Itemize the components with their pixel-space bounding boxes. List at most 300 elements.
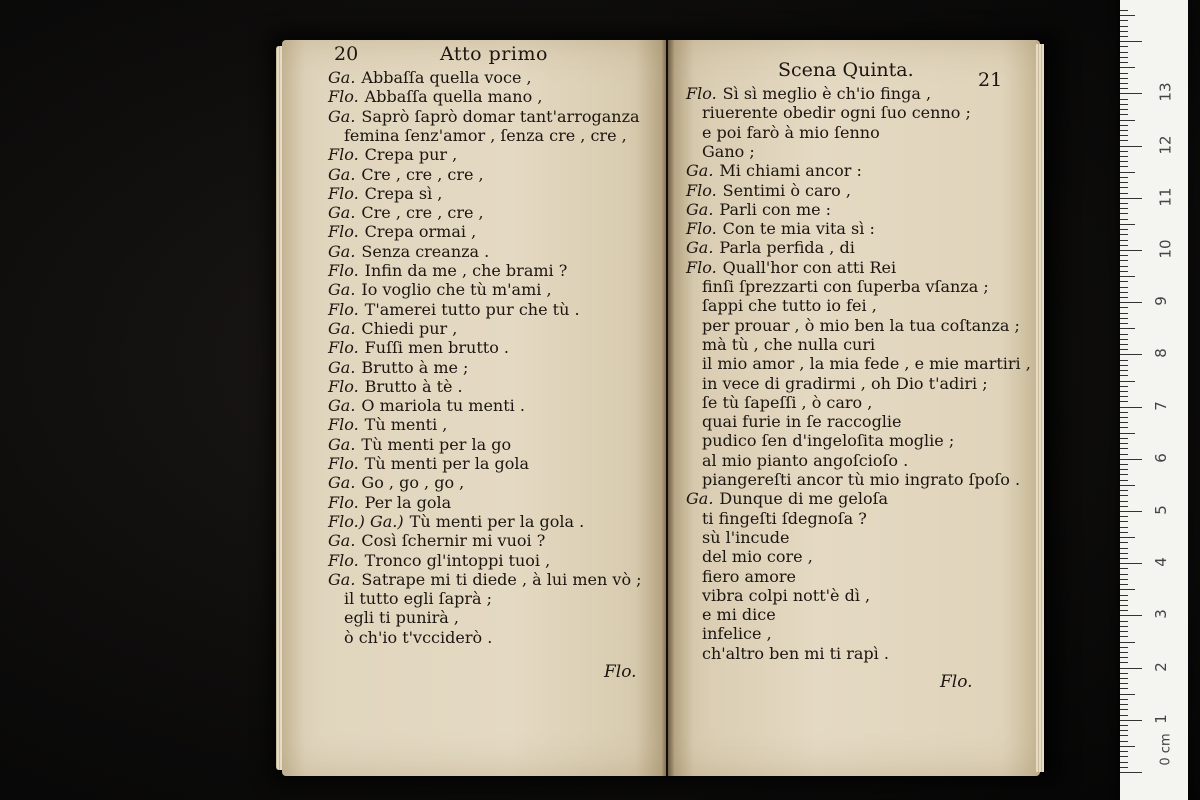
ruler-tick [1120, 88, 1128, 89]
verse-line [686, 219, 875, 239]
ruler-tick [1120, 506, 1128, 507]
verse-line [328, 473, 464, 493]
speaker-label: Ga. [328, 569, 356, 589]
ruler-tick [1120, 673, 1128, 674]
verse-line [686, 84, 931, 104]
line-text: finſi ſprezzarti con ſuperba vſanza ; [702, 277, 989, 296]
speaker-label: Flo. [686, 180, 717, 200]
ruler-tick [1120, 652, 1128, 653]
ruler-number: 13 [1156, 82, 1175, 102]
line-text: Tù menti , [364, 415, 448, 435]
line-text: Quall'hor con atti Rei [722, 257, 897, 277]
ruler-tick [1120, 354, 1142, 355]
verse-line [344, 126, 627, 146]
ruler-tick [1120, 245, 1128, 246]
ruler-number: 1 [1151, 714, 1170, 724]
line-text: Tù menti per la gola [364, 454, 530, 473]
verse-line [328, 87, 542, 107]
ruler-tick [1120, 339, 1128, 340]
ruler-number: 11 [1156, 187, 1175, 207]
ruler-tick [1120, 41, 1142, 42]
ruler-tick [1120, 104, 1128, 105]
ruler-tick [1120, 240, 1128, 241]
ruler-tick [1120, 250, 1142, 251]
ruler-tick [1120, 668, 1142, 669]
ruler-tick [1120, 255, 1128, 256]
ruler-tick [1120, 172, 1135, 173]
line-text: al mio pianto angoſcioſo . [702, 450, 909, 470]
ruler-tick [1120, 276, 1135, 277]
ruler-tick [1120, 99, 1128, 100]
speaker-label: Flo. [328, 183, 359, 203]
verse-line [328, 338, 509, 358]
ruler-tick [1120, 678, 1128, 679]
ruler-tick [1120, 135, 1128, 136]
speaker-label: Flo. [328, 145, 359, 165]
speaker-label: Ga. [686, 238, 714, 258]
ruler-tick [1120, 323, 1128, 324]
verse-line [328, 242, 489, 262]
left-page-number: 20 [334, 43, 359, 65]
ruler-tick [1120, 741, 1128, 742]
ruler-scale [1120, 0, 1188, 800]
ruler-tick [1120, 67, 1135, 68]
ruler-tick [1120, 318, 1128, 319]
ruler-tick [1120, 365, 1128, 366]
verse-line [702, 624, 772, 644]
ruler-tick [1120, 146, 1142, 147]
ruler-tick [1120, 485, 1135, 486]
line-text: Satrape mi ti diede , à lui men vò ; [361, 569, 642, 589]
ruler-tick [1120, 595, 1128, 596]
ruler-tick [1120, 93, 1142, 94]
line-text: per prouar , ò mio ben la tua coſtanza ; [702, 315, 1020, 335]
ruler-tick [1120, 490, 1128, 491]
ruler-tick [1120, 537, 1135, 538]
ruler-tick [1120, 36, 1128, 37]
line-text: piangereſti ancor tù mio ingrato ſpoſo . [702, 470, 1021, 489]
line-text: quai furie in ſe raccoglie [702, 412, 902, 432]
ruler-number: 2 [1151, 661, 1170, 672]
line-text: infelice , [702, 624, 772, 644]
ruler-tick [1120, 626, 1128, 627]
line-text: sù l'incude [702, 527, 790, 547]
ruler-tick [1120, 307, 1128, 308]
line-text: Infin da me , che brami ? [364, 261, 568, 280]
line-text: Con te mia vita sì : [722, 219, 875, 239]
ruler-tick [1120, 208, 1128, 209]
line-text: Parli con me : [719, 199, 832, 219]
ruler-tick [1120, 621, 1128, 622]
ruler-tick [1120, 448, 1128, 449]
verse-line [702, 354, 1031, 374]
verse-line [702, 470, 1020, 490]
ruler-tick [1120, 756, 1128, 757]
ruler-unit-label: 0 cm [1158, 733, 1174, 766]
ruler-tick [1120, 287, 1128, 288]
speaker-label: Flo. [328, 454, 359, 473]
ruler-tick [1120, 459, 1142, 460]
ruler-tick [1120, 662, 1128, 663]
line-text: Crepa ormai , [364, 222, 477, 242]
verse-line [328, 203, 484, 223]
ruler-tick [1120, 57, 1128, 58]
line-text: Per la gola [364, 492, 452, 512]
ruler-tick [1120, 772, 1142, 773]
line-text: Senza creanza . [361, 241, 490, 261]
line-text: Go , go , go , [361, 473, 465, 493]
ruler-tick [1120, 156, 1128, 157]
line-text: Tù menti per la go [361, 434, 512, 454]
ruler-tick [1120, 735, 1128, 736]
ruler-tick [1120, 328, 1135, 329]
speaker-label: Ga. [328, 434, 356, 454]
speaker-label: Ga. [686, 199, 714, 219]
ruler-tick [1120, 396, 1128, 397]
ruler-tick [1120, 161, 1128, 162]
verse-line [328, 415, 447, 435]
verse-line [702, 374, 988, 394]
ruler-tick [1120, 746, 1135, 747]
ruler-tick [1120, 715, 1128, 716]
verse-line [702, 393, 872, 413]
right-page [668, 40, 1040, 776]
verse-line [328, 531, 545, 551]
ruler-tick [1120, 344, 1128, 345]
line-text: Saprò ſaprò domar tant'arroganza [361, 106, 640, 126]
ruler-tick [1120, 699, 1128, 700]
ruler-tick [1120, 563, 1142, 564]
line-text: Parla perfida , di [719, 238, 855, 258]
ruler-tick [1120, 469, 1128, 470]
line-text: Tronco gl'intoppi tuoi , [364, 550, 551, 570]
speaker-label: Flo. [328, 492, 359, 512]
verse-line [328, 68, 532, 88]
ruler-tick [1120, 610, 1128, 611]
ruler-tick [1120, 553, 1128, 554]
verse-line [328, 454, 529, 474]
ruler-tick [1120, 579, 1128, 580]
ruler-tick [1120, 762, 1128, 763]
ruler-tick [1120, 182, 1128, 183]
verse-line [328, 493, 451, 513]
line-text: il tutto egli ſaprà ; [344, 589, 493, 609]
ruler-tick [1120, 542, 1128, 543]
speaker-label: Flo. [328, 376, 359, 396]
ruler-tick [1120, 767, 1128, 768]
ruler-tick [1120, 349, 1128, 350]
verse-line [702, 528, 790, 548]
verse-line [328, 300, 580, 320]
ruler-number: 10 [1156, 239, 1175, 259]
line-text: riuerente obedir ogni ſuo cenno ; [702, 103, 971, 123]
ruler-tick [1120, 234, 1128, 235]
line-text: Gano ; [702, 141, 755, 161]
verse-line [328, 222, 476, 242]
ruler-tick [1120, 46, 1128, 47]
ruler-tick [1120, 412, 1128, 413]
ruler-tick [1120, 125, 1128, 126]
verse-line [702, 142, 755, 162]
ruler-tick [1120, 401, 1128, 402]
verse-line [328, 570, 642, 590]
ruler-tick [1120, 511, 1142, 512]
ruler-tick [1120, 474, 1128, 475]
verse-line [686, 258, 896, 278]
verse-line [344, 628, 492, 648]
ruler-tick [1120, 495, 1128, 496]
verse-line [328, 377, 463, 397]
line-text: Brutto à me ; [361, 357, 469, 377]
ruler-tick [1120, 683, 1128, 684]
ruler-tick [1120, 647, 1128, 648]
line-text: ti fingeſti ſdegnoſa ? [702, 508, 867, 528]
ruler-tick [1120, 15, 1135, 16]
ruler-tick [1120, 360, 1128, 361]
ruler-tick [1120, 52, 1128, 53]
ruler-tick [1120, 417, 1128, 418]
ruler-tick [1120, 302, 1142, 303]
verse-line [702, 431, 954, 451]
ruler-number: 6 [1151, 453, 1170, 463]
ruler-number: 7 [1151, 400, 1170, 411]
line-text: ſe tù ſapeſſi , ò caro , [702, 392, 873, 412]
ruler-tick [1120, 219, 1128, 220]
verse-line [686, 161, 862, 181]
verse-line [702, 567, 796, 587]
ruler-tick [1120, 521, 1128, 522]
ruler-tick [1120, 558, 1128, 559]
ruler-tick [1120, 281, 1128, 282]
line-text: Abbaſſa quella voce , [361, 68, 532, 87]
speaker-label: Ga. [686, 161, 714, 181]
line-text: Cre , cre , cre , [361, 164, 484, 184]
speaker-label: Ga. [328, 473, 356, 493]
ruler-tick [1120, 584, 1128, 585]
verse-line [686, 181, 851, 201]
ruler-tick [1120, 605, 1128, 606]
verse-line [328, 358, 468, 378]
verse-line [702, 103, 971, 123]
line-text: Crepa sì , [364, 183, 443, 203]
ruler-tick [1120, 297, 1128, 298]
speaker-label: Flo. [686, 219, 717, 239]
line-text: ò ch'io t'vcciderò . [344, 627, 493, 647]
ruler-tick [1120, 62, 1128, 63]
line-text: mà tù , che nulla curi [702, 334, 876, 354]
ruler-tick [1120, 203, 1128, 204]
verse-line [686, 238, 855, 258]
ruler-tick [1120, 751, 1128, 752]
verse-line [702, 412, 902, 432]
ruler-number: 3 [1151, 609, 1170, 620]
verse-line [344, 589, 492, 609]
verse-line [328, 107, 640, 127]
speaker-label: Ga. [328, 164, 356, 184]
ruler-tick [1120, 151, 1128, 152]
ruler-tick [1120, 271, 1128, 272]
ruler-number: 8 [1151, 348, 1170, 359]
line-text: del mio core , [702, 547, 813, 567]
ruler-tick [1120, 438, 1128, 439]
verse-line [328, 551, 550, 571]
line-text: Fuſſi men brutto . [364, 338, 509, 358]
line-text: Sì sì meglio è ch'io finga , [722, 84, 932, 103]
speaker-label: Flo. [328, 87, 359, 107]
verse-line [328, 512, 584, 532]
speaker-label: Ga. [686, 489, 714, 509]
ruler-number: 9 [1151, 296, 1170, 306]
line-text: in vece di gradirmi , oh Dio t'adiri ; [702, 373, 988, 393]
verse-line [328, 184, 442, 204]
line-text: Chiedi pur , [361, 318, 458, 338]
verse-line [702, 605, 776, 625]
ruler-tick [1120, 730, 1128, 731]
verse-line [328, 280, 552, 300]
right-page-edges [1036, 44, 1044, 772]
speaker-label: Flo. [328, 222, 359, 242]
ruler-tick [1120, 720, 1142, 721]
ruler-tick [1120, 480, 1128, 481]
verse-line [702, 296, 877, 316]
verse-line [328, 396, 525, 416]
ruler-tick [1120, 454, 1128, 455]
verse-line [702, 586, 870, 606]
speaker-label: Flo. [328, 550, 359, 570]
ruler-tick [1120, 130, 1128, 131]
ruler-tick [1120, 386, 1128, 387]
right-running-head: Scena Quinta. [778, 59, 914, 81]
left-page [282, 40, 666, 776]
ruler-tick [1120, 213, 1128, 214]
ruler-tick [1120, 709, 1128, 710]
ruler-tick [1120, 292, 1128, 293]
speaker-label: Flo. [328, 338, 359, 358]
ruler-tick [1120, 266, 1128, 267]
ruler-tick [1120, 704, 1128, 705]
ruler-tick [1120, 166, 1128, 167]
ruler-tick [1120, 433, 1135, 434]
ruler-tick [1120, 725, 1128, 726]
ruler-tick [1120, 391, 1128, 392]
line-text: ſappi che tutto io fei , [702, 296, 877, 316]
ruler-tick [1120, 422, 1128, 423]
line-text: Così ſchernir mi vuoi ? [361, 531, 546, 551]
book-gutter [662, 40, 674, 776]
line-text: ch'altro ben mi ti rapì . [702, 643, 889, 663]
line-text: Crepa pur , [364, 145, 458, 165]
verse-line [702, 451, 908, 471]
speaker-label: Flo. [328, 261, 359, 280]
verse-line [702, 316, 1020, 336]
speaker-label: Flo. [328, 299, 359, 319]
line-text: Abbaſſa quella mano , [364, 87, 543, 107]
line-text: egli ti punirà , [344, 608, 459, 628]
speaker-label: Ga. [328, 241, 356, 261]
verse-line [328, 319, 457, 339]
ruler-tick [1120, 73, 1128, 74]
verse-line [702, 335, 875, 355]
ruler-tick [1120, 120, 1135, 121]
verse-line [328, 145, 457, 165]
verse-line [328, 165, 484, 185]
ruler-tick [1120, 574, 1128, 575]
ruler-tick [1120, 657, 1128, 658]
ruler-tick [1120, 260, 1128, 261]
line-text: Dunque di me geloſa [719, 489, 889, 509]
ruler-tick [1120, 548, 1128, 549]
verse-line [686, 489, 888, 509]
line-text: femina ſenz'amor , ſenza cre , cre , [344, 125, 627, 145]
line-text: Mi chiami ancor : [719, 161, 862, 181]
ruler-tick [1120, 229, 1128, 230]
right-catchword: Flo. [940, 672, 973, 692]
speaker-label: Flo. [686, 84, 717, 103]
ruler-tick [1120, 407, 1142, 408]
ruler-tick [1120, 631, 1128, 632]
line-text: Io voglio che tù m'ami , [361, 280, 552, 300]
ruler-tick [1120, 10, 1128, 11]
ruler-tick [1120, 198, 1142, 199]
ruler-tick [1120, 589, 1135, 590]
ruler-tick [1120, 114, 1128, 115]
speaker-label: Ga. [328, 280, 356, 300]
line-text: vibra colpi nott'è dì , [702, 585, 871, 605]
ruler-tick [1120, 527, 1128, 528]
verse-line [702, 547, 813, 567]
ruler-number: 12 [1156, 135, 1175, 155]
ruler-tick [1120, 427, 1128, 428]
ruler-tick [1120, 464, 1128, 465]
ruler-tick [1120, 516, 1128, 517]
ruler-tick [1120, 636, 1128, 637]
ruler-tick [1120, 334, 1128, 335]
ruler-tick [1120, 313, 1128, 314]
speaker-label: Flo. [328, 415, 359, 435]
speaker-label: Flo.) Ga.) [328, 511, 404, 531]
verse-line [344, 608, 459, 628]
verse-line [702, 277, 989, 297]
ruler-tick [1120, 370, 1128, 371]
ruler-tick [1120, 694, 1135, 695]
ruler-tick [1120, 187, 1128, 188]
line-text: Tù menti per la gola . [409, 511, 585, 531]
ruler-tick [1120, 109, 1128, 110]
line-text: il mio amor , la mia fede , e mie martiri , [702, 354, 1031, 374]
ruler-tick [1120, 224, 1135, 225]
line-text: fiero amore [702, 566, 796, 586]
line-text: T'amerei tutto pur che tù . [364, 299, 580, 319]
ruler-tick [1120, 26, 1128, 27]
line-text: Cre , cre , cre , [361, 203, 484, 223]
ruler-tick [1120, 443, 1128, 444]
speaker-label: Ga. [328, 531, 356, 551]
ruler-tick [1120, 615, 1142, 616]
line-text: Sentimi ò caro , [722, 180, 851, 200]
ruler-tick [1120, 193, 1128, 194]
speaker-label: Flo. [686, 257, 717, 277]
ruler-tick [1120, 532, 1128, 533]
ruler-tick [1120, 375, 1128, 376]
verse-line [686, 200, 831, 220]
ruler-tick [1120, 642, 1135, 643]
line-text: e poi farò à mio ſenno [702, 122, 880, 142]
ruler-tick [1120, 600, 1128, 601]
line-text: O mariola tu menti . [361, 396, 525, 416]
speaker-label: Ga. [328, 106, 356, 126]
left-running-head: Atto primo [440, 43, 548, 65]
right-page-number: 21 [978, 69, 1003, 91]
